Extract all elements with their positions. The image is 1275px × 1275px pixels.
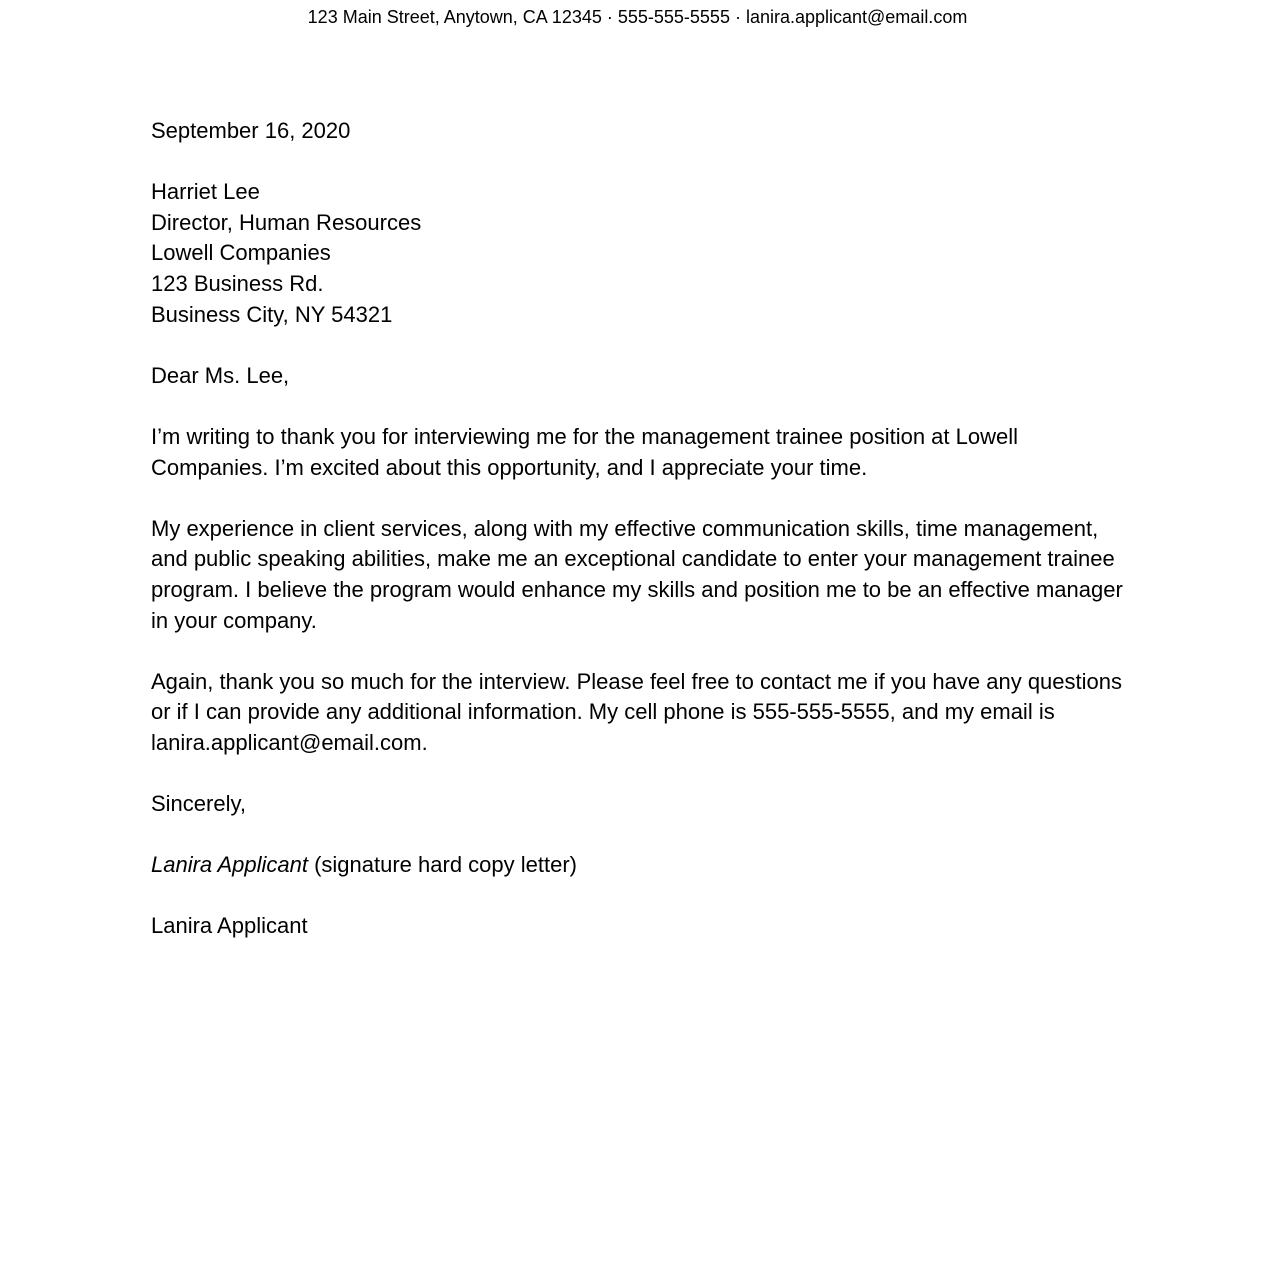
paragraph-experience: My experience in client services, along with my effective communication skills, time management, and public speaking abilities, make me an exceptional candidate to enter your management trainee program. I believe the program would enhance my skills and position me to be an effective manager in your company.	[151, 515, 1123, 633]
recipient-name: Harriet Lee	[151, 179, 260, 205]
paragraph-contact: Again, thank you so much for the interview. Please feel free to contact me if you have any questions or if I can provide any additional information. My cell phone is 555-555-5555, and my email is lanira.applicant@email.com.	[151, 668, 1122, 755]
recipient-street: 123 Business Rd.	[151, 270, 324, 296]
salutation: Dear Ms. Lee,	[151, 362, 290, 388]
recipient-title: Director, Human Resources	[151, 209, 422, 235]
letter-date: September 16, 2020	[151, 118, 351, 143]
letter-body	[151, 116, 1136, 973]
recipient-city-state-zip: Business City, NY 54321	[151, 301, 393, 327]
paragraph-thanks: I’m writing to thank you for interviewing me for the management trainee position at Lowell Companies. I’m excited about this opportunity, and I appreciate your time.	[151, 423, 1018, 480]
signature-name: Lanira Applicant	[151, 852, 308, 878]
typed-name: Lanira Applicant	[151, 913, 308, 939]
recipient-address	[151, 177, 1136, 330]
recipient-company: Lowell Companies	[151, 240, 331, 266]
letterhead-contact-line: 123 Main Street, Anytown, CA 12345 · 555-555-5555 · lanira.applicant@email.com	[307, 7, 968, 27]
closing: Sincerely,	[151, 791, 246, 817]
signature-note: (signature hard copy letter)	[307, 852, 577, 878]
signature-line	[151, 850, 1136, 881]
